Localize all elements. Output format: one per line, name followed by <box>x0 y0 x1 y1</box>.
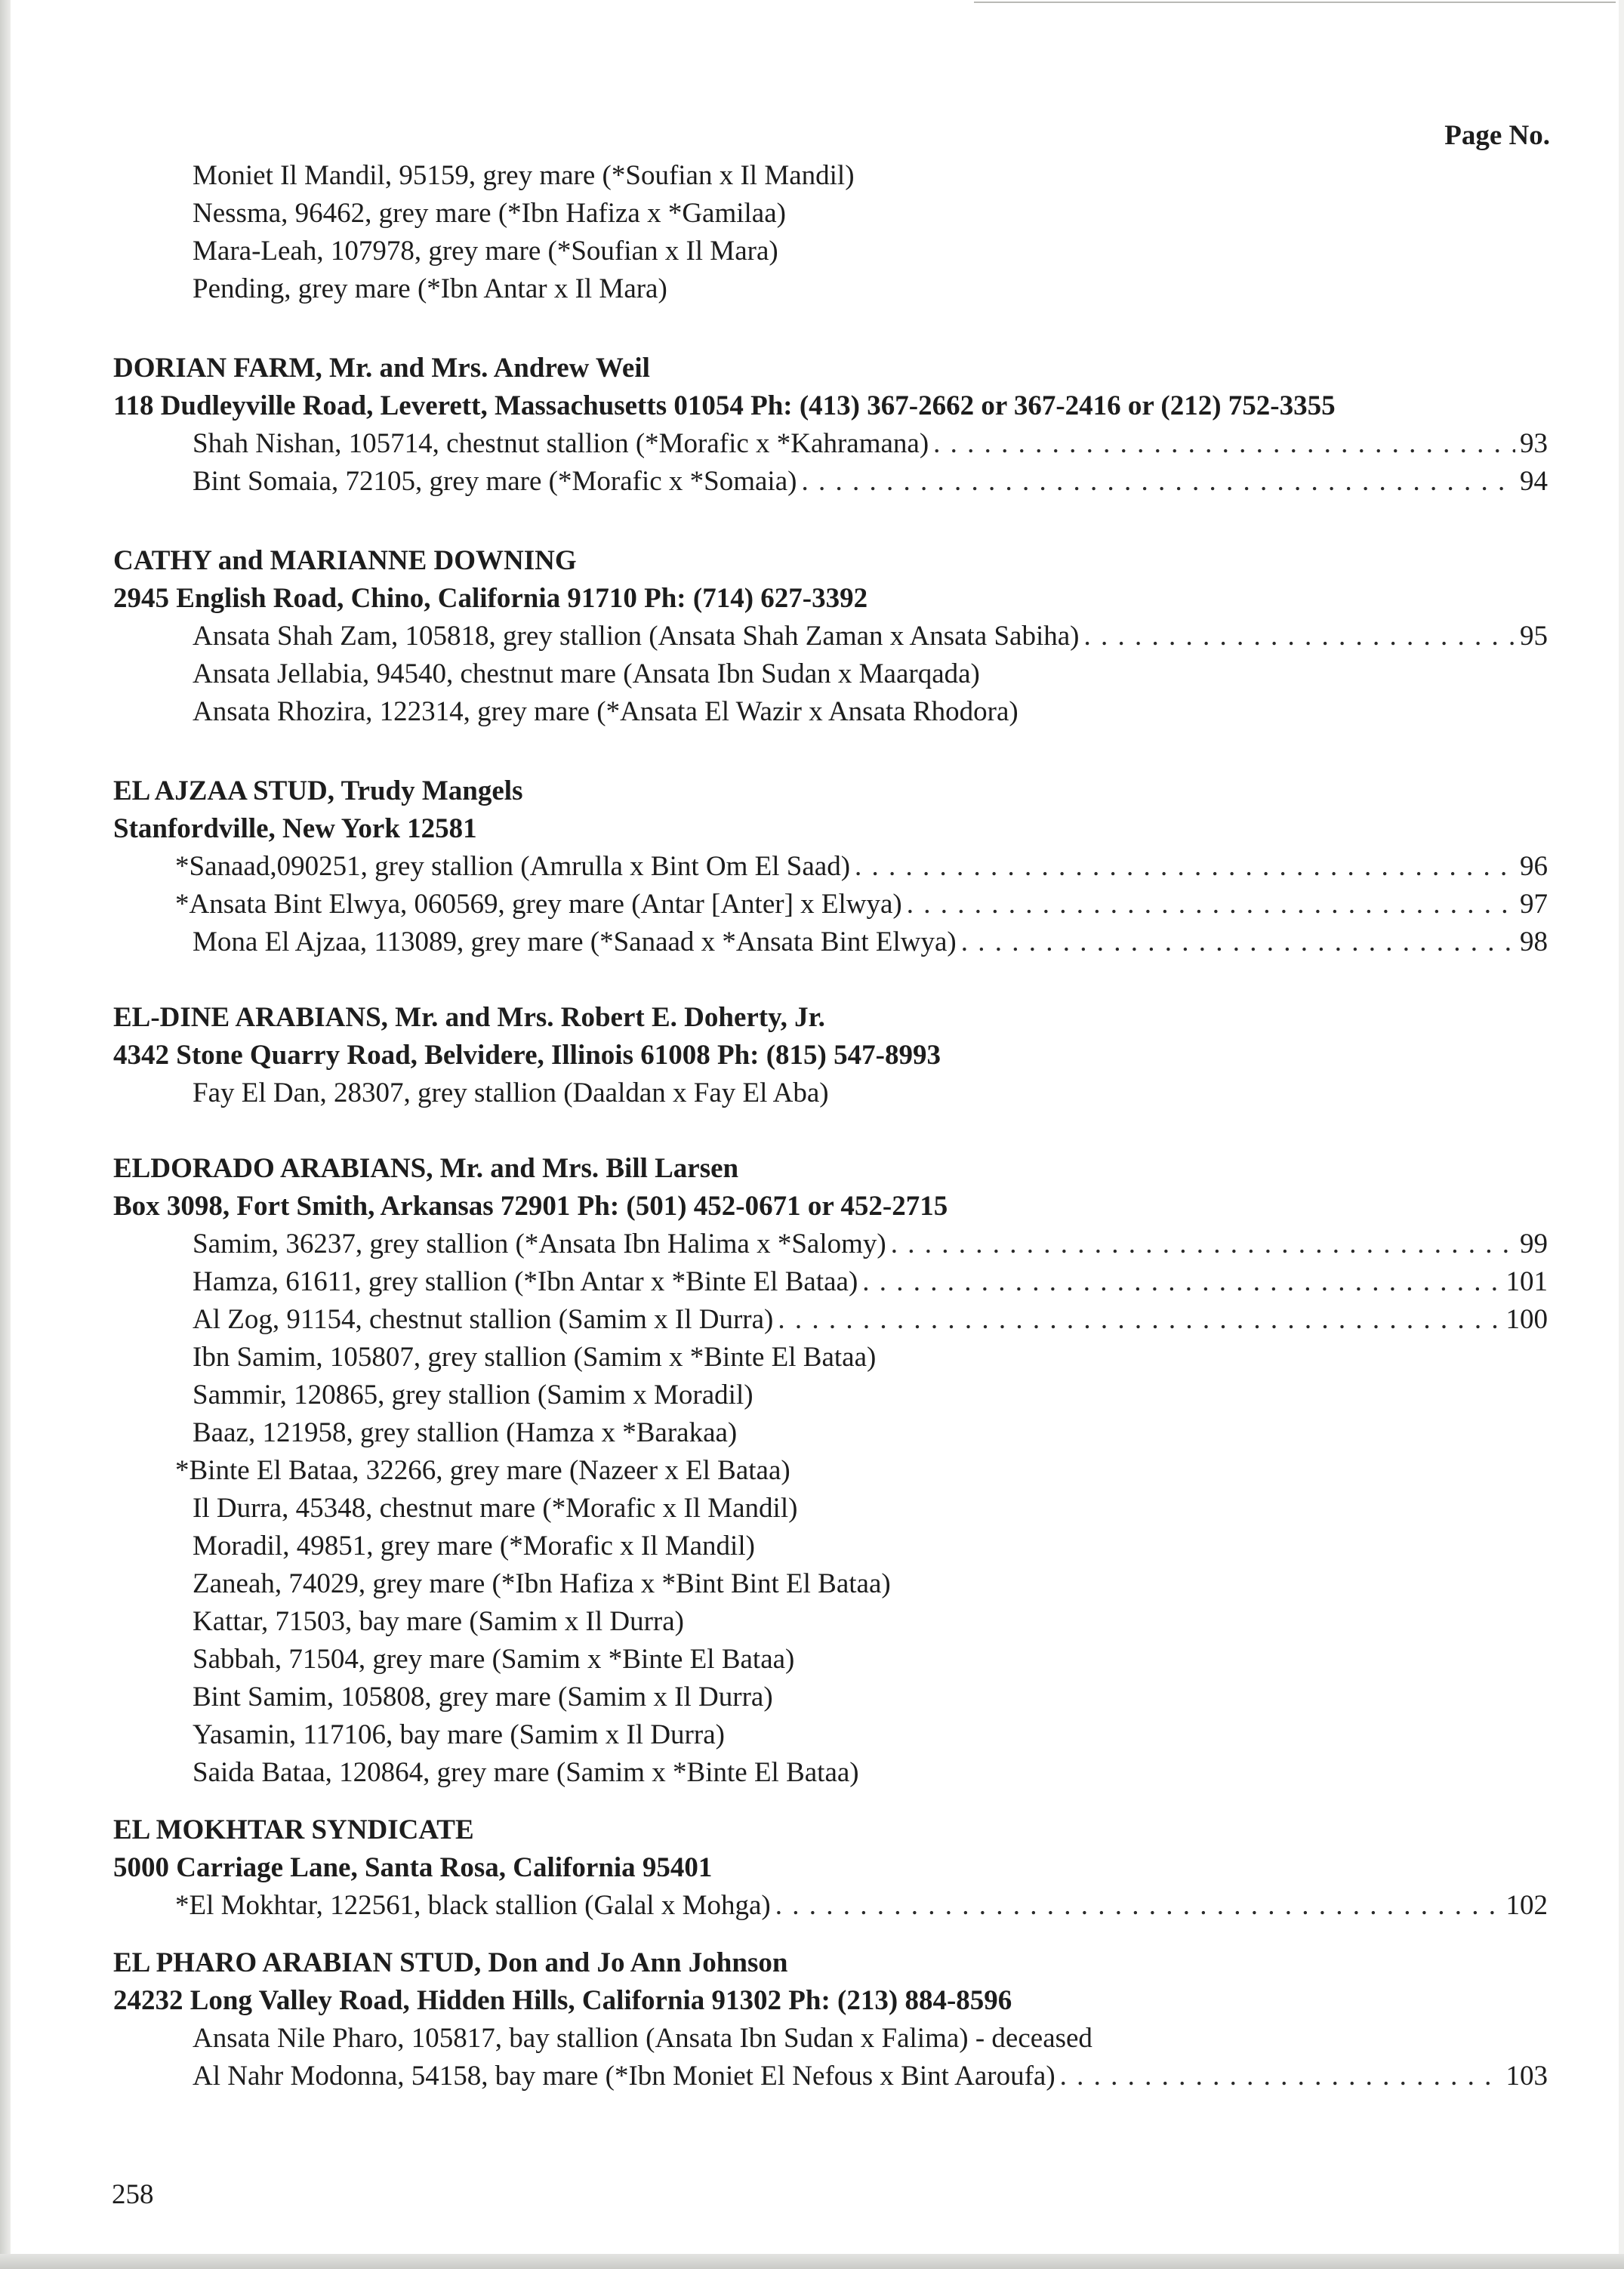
horse-entry <box>113 1490 1548 1528</box>
entry-page-number: 95 <box>1520 621 1548 652</box>
farm-section <box>113 1150 1548 1792</box>
horse-entry <box>113 848 1548 886</box>
horse-entry-text: Moradil, 49851, grey mare (*Morafic x Il Mandil) <box>193 1531 755 1561</box>
entry-page-number: 99 <box>1520 1229 1548 1259</box>
horse-entry <box>113 1339 1548 1377</box>
horse-entry <box>113 1679 1548 1716</box>
horse-entry <box>113 693 1548 731</box>
horse-entry-text: Ansata Jellabia, 94540, chestnut mare (Ansata Ibn Sudan x Maarqada) <box>193 658 980 689</box>
farm-address: 24232 Long Valley Road, Hidden Hills, California 91302 Ph: (213) 884-8596 <box>113 1985 1012 2016</box>
horse-entry <box>113 1887 1548 1925</box>
entry-page-number: 102 <box>1505 1890 1548 1921</box>
horse-entry-text: Sammir, 120865, grey stallion (Samim x Moradil) <box>193 1380 753 1410</box>
entry-page-number: 97 <box>1520 889 1548 920</box>
scan-edge-left <box>0 0 11 2269</box>
farm-section <box>113 350 1548 501</box>
horse-entry-text: Kattar, 71503, bay mare (Samim x Il Durra) <box>193 1606 684 1637</box>
farm-name: EL AJZAA STUD, Trudy Mangels <box>113 775 523 806</box>
entry-page-number: 100 <box>1505 1304 1548 1335</box>
horse-entry <box>113 886 1548 923</box>
horse-entry-text: Moniet Il Mandil, 95159, grey mare (*Soufian x Il Mandil) <box>193 160 855 191</box>
horse-entry-text: Shah Nishan, 105714, chestnut stallion (*Morafic x *Kahramana) <box>193 428 929 459</box>
entry-page-number: 103 <box>1505 2061 1548 2092</box>
section-spacer <box>113 1925 1548 1944</box>
section-spacer <box>113 1112 1548 1150</box>
farm-address: Box 3098, Fort Smith, Arkansas 72901 Ph: (501) 452-0671 or 452-2715 <box>113 1191 948 1222</box>
horse-entry-text: Al Nahr Modonna, 54158, bay mare (*Ibn Moniet El Nefous x Bint Aaroufa) <box>193 2061 1055 2092</box>
horse-entry-text: Ibn Samim, 105807, grey stallion (Samim x *Binte El Bataa) <box>193 1342 877 1373</box>
horse-entry <box>113 1301 1548 1339</box>
entry-page-number: 101 <box>1505 1266 1548 1297</box>
dot-leader <box>961 923 1515 961</box>
horse-entry-text: Ansata Rhozira, 122314, grey mare (*Ansata El Wazir x Ansata Rhodora) <box>193 696 1018 727</box>
page-number: 258 <box>112 2179 154 2210</box>
section-spacer <box>113 501 1548 542</box>
farm-section <box>113 542 1548 731</box>
horse-entry-text: Bint Somaia, 72105, grey mare (*Morafic x *Somaia) <box>193 466 797 497</box>
dot-leader <box>855 848 1515 886</box>
horse-entry-text: Pending, grey mare (*Ibn Antar x Il Mara) <box>193 273 667 304</box>
section-spacer <box>113 961 1548 999</box>
horse-entry-text: Zaneah, 74029, grey mare (*Ibn Hafiza x *Bint Bint El Bataa) <box>193 1568 891 1599</box>
horse-entry-text: *El Mokhtar, 122561, black stallion (Galal x Mohga) <box>175 1890 771 1921</box>
horse-entry-text: Mara-Leah, 107978, grey mare (*Soufian x Il Mara) <box>193 236 778 267</box>
horse-entry <box>113 1074 1548 1112</box>
horse-entry-text: Sabbah, 71504, grey mare (Samim x *Binte El Bataa) <box>193 1644 795 1675</box>
dot-leader <box>1060 2058 1502 2095</box>
horse-entry <box>113 1754 1548 1792</box>
horse-entry-text: Nessma, 96462, grey mare (*Ibn Hafiza x *Gamilaa) <box>193 198 786 229</box>
dot-leader <box>1084 618 1516 655</box>
horse-entry <box>113 1528 1548 1565</box>
horse-entry <box>113 1641 1548 1679</box>
horse-entry <box>113 157 1548 195</box>
horse-entry <box>113 1603 1548 1641</box>
horse-entry-text: Al Zog, 91154, chestnut stallion (Samim x Il Durra) <box>193 1304 774 1335</box>
directory-listing <box>113 157 1548 2095</box>
section-spacer <box>113 1792 1548 1811</box>
horse-entry <box>113 233 1548 270</box>
dot-leader <box>801 463 1515 501</box>
horse-entry-text: Yasamin, 117106, bay mare (Samim x Il Durra) <box>193 1719 725 1750</box>
horse-entry-text: Samim, 36237, grey stallion (*Ansata Ibn Halima x *Salomy) <box>193 1229 886 1259</box>
horse-entry-text: Il Durra, 45348, chestnut mare (*Morafic x Il Mandil) <box>193 1493 798 1524</box>
dot-leader <box>891 1225 1515 1263</box>
entry-page-number: 98 <box>1520 926 1548 957</box>
page-no-column-header: Page No. <box>1444 120 1550 151</box>
horse-entry <box>113 2058 1548 2095</box>
horse-entry-text: Fay El Dan, 28307, grey stallion (Daaldan x Fay El Aba) <box>193 1077 829 1108</box>
horse-entry <box>113 1565 1548 1603</box>
horse-entry <box>113 1263 1548 1301</box>
farm-section <box>113 1811 1548 1925</box>
section-spacer <box>113 731 1548 772</box>
entry-page-number: 94 <box>1520 466 1548 497</box>
farm-name: EL MOKHTAR SYNDICATE <box>113 1814 474 1845</box>
horse-entry-text: *Sanaad,090251, grey stallion (Amrulla x Bint Om El Saad) <box>175 851 851 882</box>
dot-leader <box>862 1263 1501 1301</box>
farm-section <box>113 999 1548 1112</box>
continued-entries <box>113 157 1548 308</box>
scan-edge-bottom <box>0 2254 1624 2269</box>
horse-entry-text: Hamza, 61611, grey stallion (*Ibn Antar x *Binte El Bataa) <box>193 1266 858 1297</box>
horse-entry <box>113 2020 1548 2058</box>
scan-top-line <box>974 2 1616 3</box>
horse-entry <box>113 1377 1548 1414</box>
farm-section <box>113 1944 1548 2095</box>
horse-entry <box>113 195 1548 233</box>
farm-address: 2945 English Road, Chino, California 91710 Ph: (714) 627-3392 <box>113 583 868 614</box>
entry-page-number: 96 <box>1520 851 1548 882</box>
farm-address: Stanfordville, New York 12581 <box>113 813 477 844</box>
farm-name: EL-DINE ARABIANS, Mr. and Mrs. Robert E. Doherty, Jr. <box>113 1002 825 1033</box>
dot-leader <box>907 886 1515 923</box>
horse-entry <box>113 1225 1548 1263</box>
dot-leader <box>775 1887 1502 1925</box>
entry-page-number: 93 <box>1520 428 1548 459</box>
farm-address: 118 Dudleyville Road, Leverett, Massachusetts 01054 Ph: (413) 367-2662 or 367-2416 or (212) 752-3355 <box>113 390 1336 421</box>
horse-entry <box>113 1716 1548 1754</box>
farm-address: 5000 Carriage Lane, Santa Rosa, California 95401 <box>113 1852 713 1883</box>
horse-entry <box>113 425 1548 463</box>
horse-entry <box>113 1452 1548 1490</box>
horse-entry-text: Saida Bataa, 120864, grey mare (Samim x *Binte El Bataa) <box>193 1757 859 1788</box>
farm-section <box>113 772 1548 961</box>
horse-entry <box>113 1414 1548 1452</box>
horse-entry-text: Ansata Shah Zam, 105818, grey stallion (Ansata Shah Zaman x Ansata Sabiha) <box>193 621 1080 652</box>
farm-name: DORIAN FARM, Mr. and Mrs. Andrew Weil <box>113 353 650 384</box>
horse-entry-text: Baaz, 121958, grey stallion (Hamza x *Barakaa) <box>193 1417 738 1448</box>
horse-entry-text: Mona El Ajzaa, 113089, grey mare (*Sanaad x *Ansata Bint Elwya) <box>193 926 957 957</box>
farm-name: CATHY and MARIANNE DOWNING <box>113 545 577 576</box>
horse-entry <box>113 463 1548 501</box>
horse-entry-text: *Ansata Bint Elwya, 060569, grey mare (Antar [Anter] x Elwya) <box>175 889 902 920</box>
horse-entry <box>113 618 1548 655</box>
farm-address: 4342 Stone Quarry Road, Belvidere, Illinois 61008 Ph: (815) 547-8993 <box>113 1040 941 1071</box>
horse-entry-text: *Binte El Bataa, 32266, grey mare (Nazeer x El Bataa) <box>175 1455 790 1486</box>
section-spacer <box>113 308 1548 350</box>
farm-name: EL PHARO ARABIAN STUD, Don and Jo Ann Johnson <box>113 1947 788 1978</box>
horse-entry <box>113 923 1548 961</box>
horse-entry <box>113 270 1548 308</box>
dot-leader <box>778 1301 1501 1339</box>
horse-entry-text: Ansata Nile Pharo, 105817, bay stallion (Ansata Ibn Sudan x Falima) - deceased <box>193 2023 1092 2054</box>
dot-leader <box>933 425 1515 463</box>
horse-entry <box>113 655 1548 693</box>
farm-name: ELDORADO ARABIANS, Mr. and Mrs. Bill Larsen <box>113 1153 739 1184</box>
horse-entry-text: Bint Samim, 105808, grey mare (Samim x Il Durra) <box>193 1682 773 1713</box>
